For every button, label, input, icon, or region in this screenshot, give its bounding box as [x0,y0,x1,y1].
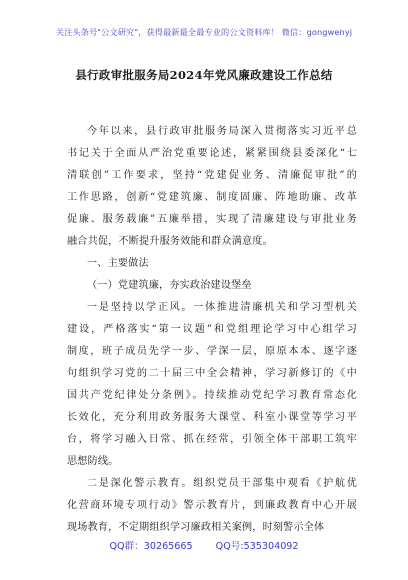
text-line: 一是坚持以学正风。一体推进清廉机关和学习型机关 [87,302,357,313]
paragraph [67,275,357,297]
text-line: 建设，严格落实“第一议题”和党组理论学习中心组学习 [67,324,357,335]
text-line: 句组织学习党的二十届三中全会精神，学习新修订的《中 [67,368,357,379]
text-line: 书记关于全面从严治党重要论述，紧紧围绕县委深化“七 [67,148,357,159]
contact-footer [0,538,408,552]
text-line: 融合共促，不断提升服务效能和群众满意度。 [67,236,273,247]
text-line: （一）党建筑廉，夯实政治建设堡垒 [87,280,252,291]
text-line: 现场教育，不定期组织学习廉政相关案例，时刻警示全体 [67,522,325,533]
text-line: 促廉、服务载廉”五廉举措，实现了清廉建设与审批业务 [67,214,357,225]
text-line: 长效化，充分利用政务服务大课堂、科室小课堂等学习平 [67,412,357,423]
paragraph [67,121,357,253]
text-line: 制度，班子成员先学一步、学深一层，原原本本、逐字逐 [67,346,357,357]
text-line: 清联创”工作要求，坚持“党建促业务、清廉促审批”的 [67,170,357,181]
text-line: 化营商环境专项行动》警示教育片，到廉政教育中心开展 [67,500,357,511]
text-line: 二是深化警示教育。组织党员干部集中观看《护航优 [87,478,357,489]
paragraph [67,253,357,275]
text-line: 思想防线。 [67,456,119,467]
text-line: 工作思路，创新“党建筑廉、制度固廉、阵地助廉、改革 [67,192,357,203]
qq-group: QQ群：30265665 [109,541,193,552]
document-body [67,121,357,539]
text-line: 一、主要做法 [87,258,149,269]
promo-banner[interactable]: 关注头条号"公文研究"，获得最新最全最专业的公文资料库！ 微信：gongwenyj [55,27,353,37]
document-title: 县行政审批服务局2024年党风廉政建设工作总结 [75,68,333,82]
paragraph [67,297,357,473]
text-line: 台，将学习融入日常、抓在经常，引领全体干部职工筑牢 [67,434,357,445]
paragraph [67,473,357,539]
text-line: 国共产党纪律处分条例》。持续推动党纪学习教育常态化 [67,390,357,401]
qq-number: QQ号:535304092 [215,541,299,552]
text-line: 今年以来，县行政审批服务局深入贯彻落实习近平总 [87,126,357,137]
